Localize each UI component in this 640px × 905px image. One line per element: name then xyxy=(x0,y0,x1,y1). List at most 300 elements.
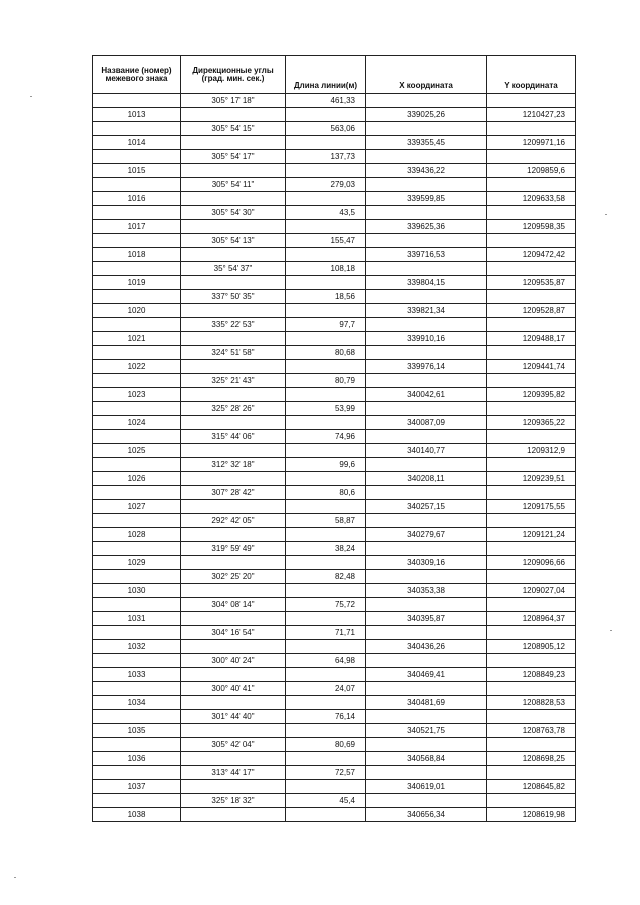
header-direction-angle: Дирекционные углы (град. мин. сек.) xyxy=(181,56,286,94)
table-row-point xyxy=(93,640,576,654)
empty-cell xyxy=(93,542,181,556)
y-coordinate-cell: 1209175,55 xyxy=(487,500,576,514)
mark-name-cell: 1022 xyxy=(93,360,181,374)
empty-cell xyxy=(487,374,576,388)
table-row-line xyxy=(93,486,576,500)
mark-name-cell: 1020 xyxy=(93,304,181,318)
direction-angle-cell: 305° 54' 30" xyxy=(181,206,286,220)
empty-cell xyxy=(93,178,181,192)
empty-cell xyxy=(286,332,366,346)
table-row-point xyxy=(93,248,576,262)
empty-cell xyxy=(366,626,487,640)
empty-cell xyxy=(366,458,487,472)
y-coordinate-cell: 1209528,87 xyxy=(487,304,576,318)
empty-cell xyxy=(286,556,366,570)
table-row-line xyxy=(93,346,576,360)
line-length-cell: 72,57 xyxy=(286,766,366,780)
empty-cell xyxy=(286,276,366,290)
y-coordinate-cell: 1210427,23 xyxy=(487,108,576,122)
empty-cell xyxy=(366,682,487,696)
empty-cell xyxy=(181,388,286,402)
y-coordinate-cell: 1208964,37 xyxy=(487,612,576,626)
y-coordinate-cell: 1208763,78 xyxy=(487,724,576,738)
x-coordinate-cell: 340087,09 xyxy=(366,416,487,430)
y-coordinate-cell: 1209365,22 xyxy=(487,416,576,430)
empty-cell xyxy=(93,402,181,416)
empty-cell xyxy=(366,318,487,332)
table-row-point xyxy=(93,444,576,458)
y-coordinate-cell: 1209971,16 xyxy=(487,136,576,150)
empty-cell xyxy=(286,444,366,458)
empty-cell xyxy=(181,220,286,234)
y-coordinate-cell: 1209488,17 xyxy=(487,332,576,346)
table-row-line xyxy=(93,430,576,444)
empty-cell xyxy=(93,150,181,164)
empty-cell xyxy=(181,248,286,262)
empty-cell xyxy=(366,178,487,192)
empty-cell xyxy=(366,542,487,556)
empty-cell xyxy=(93,654,181,668)
table-row-point xyxy=(93,304,576,318)
line-length-cell: 71,71 xyxy=(286,626,366,640)
empty-cell xyxy=(286,584,366,598)
table-row-point xyxy=(93,612,576,626)
line-length-cell: 43,5 xyxy=(286,206,366,220)
y-coordinate-cell: 1209441,74 xyxy=(487,360,576,374)
line-length-cell: 99,6 xyxy=(286,458,366,472)
empty-cell xyxy=(366,206,487,220)
x-coordinate-cell: 340436,26 xyxy=(366,640,487,654)
mark-name-cell: 1031 xyxy=(93,612,181,626)
line-length-cell: 82,48 xyxy=(286,570,366,584)
x-coordinate-cell: 339625,36 xyxy=(366,220,487,234)
empty-cell xyxy=(487,430,576,444)
empty-cell xyxy=(181,276,286,290)
empty-cell xyxy=(93,486,181,500)
x-coordinate-cell: 340656,34 xyxy=(366,808,487,822)
empty-cell xyxy=(181,640,286,654)
empty-cell xyxy=(366,514,487,528)
line-length-cell: 64,98 xyxy=(286,654,366,668)
table-row-line xyxy=(93,514,576,528)
boundary-marks-table xyxy=(92,55,576,822)
empty-cell xyxy=(181,164,286,178)
empty-cell xyxy=(93,290,181,304)
empty-cell xyxy=(286,164,366,178)
empty-cell xyxy=(487,486,576,500)
table-row-line xyxy=(93,738,576,752)
y-coordinate-cell: 1209096,66 xyxy=(487,556,576,570)
mark-name-cell: 1024 xyxy=(93,416,181,430)
header-mark-name: Название (номер) межевого знака xyxy=(93,56,181,94)
empty-cell xyxy=(366,794,487,808)
line-length-cell: 80,6 xyxy=(286,486,366,500)
table-row-point xyxy=(93,136,576,150)
line-length-cell: 76,14 xyxy=(286,710,366,724)
table-row-line xyxy=(93,178,576,192)
table-row-point xyxy=(93,500,576,514)
empty-cell xyxy=(93,262,181,276)
direction-angle-cell: 35° 54' 37" xyxy=(181,262,286,276)
empty-cell xyxy=(181,808,286,822)
empty-cell xyxy=(286,668,366,682)
direction-angle-cell: 300° 40' 24" xyxy=(181,654,286,668)
empty-cell xyxy=(181,612,286,626)
direction-angle-cell: 319° 59' 49" xyxy=(181,542,286,556)
x-coordinate-cell: 340208,11 xyxy=(366,472,487,486)
empty-cell xyxy=(93,458,181,472)
scan-speck xyxy=(14,877,16,878)
empty-cell xyxy=(181,528,286,542)
table-row-line xyxy=(93,318,576,332)
empty-cell xyxy=(366,766,487,780)
direction-angle-cell: 292° 42' 05" xyxy=(181,514,286,528)
x-coordinate-cell: 339976,14 xyxy=(366,360,487,374)
empty-cell xyxy=(286,612,366,626)
empty-cell xyxy=(487,766,576,780)
line-length-cell: 80,79 xyxy=(286,374,366,388)
empty-cell xyxy=(93,766,181,780)
x-coordinate-cell: 339821,34 xyxy=(366,304,487,318)
empty-cell xyxy=(366,598,487,612)
table-row-point xyxy=(93,668,576,682)
empty-cell xyxy=(487,570,576,584)
line-length-cell: 108,18 xyxy=(286,262,366,276)
empty-cell xyxy=(181,696,286,710)
empty-cell xyxy=(366,570,487,584)
x-coordinate-cell: 340619,01 xyxy=(366,780,487,794)
x-coordinate-cell: 340042,61 xyxy=(366,388,487,402)
empty-cell xyxy=(181,724,286,738)
empty-cell xyxy=(487,542,576,556)
table-row-line xyxy=(93,122,576,136)
table-row-point xyxy=(93,332,576,346)
scan-speck xyxy=(30,96,32,97)
scan-speck xyxy=(605,214,607,215)
direction-angle-cell: 325° 28' 26" xyxy=(181,402,286,416)
empty-cell xyxy=(487,710,576,724)
empty-cell xyxy=(93,710,181,724)
direction-angle-cell: 313° 44' 17" xyxy=(181,766,286,780)
x-coordinate-cell: 340481,69 xyxy=(366,696,487,710)
mark-name-cell: 1028 xyxy=(93,528,181,542)
empty-cell xyxy=(181,444,286,458)
empty-cell xyxy=(366,150,487,164)
table-row-point xyxy=(93,584,576,598)
empty-cell xyxy=(487,122,576,136)
y-coordinate-cell: 1209312,9 xyxy=(487,444,576,458)
table-row-point xyxy=(93,416,576,430)
table-row-line xyxy=(93,682,576,696)
table-row-line xyxy=(93,794,576,808)
table-row-point xyxy=(93,164,576,178)
x-coordinate-cell: 340140,77 xyxy=(366,444,487,458)
x-coordinate-cell: 340279,67 xyxy=(366,528,487,542)
empty-cell xyxy=(93,206,181,220)
empty-cell xyxy=(366,738,487,752)
y-coordinate-cell: 1208905,12 xyxy=(487,640,576,654)
direction-angle-cell: 305° 54' 15" xyxy=(181,122,286,136)
direction-angle-cell: 315° 44' 06" xyxy=(181,430,286,444)
empty-cell xyxy=(366,94,487,108)
y-coordinate-cell: 1209472,42 xyxy=(487,248,576,262)
direction-angle-cell: 325° 18' 32" xyxy=(181,794,286,808)
mark-name-cell: 1017 xyxy=(93,220,181,234)
empty-cell xyxy=(286,108,366,122)
table-row-line xyxy=(93,654,576,668)
table-row-point xyxy=(93,780,576,794)
table-row-line xyxy=(93,626,576,640)
x-coordinate-cell: 340353,38 xyxy=(366,584,487,598)
empty-cell xyxy=(286,500,366,514)
mark-name-cell: 1037 xyxy=(93,780,181,794)
x-coordinate-cell: 339025,26 xyxy=(366,108,487,122)
empty-cell xyxy=(487,654,576,668)
direction-angle-cell: 325° 21' 43" xyxy=(181,374,286,388)
empty-cell xyxy=(93,598,181,612)
y-coordinate-cell: 1209027,04 xyxy=(487,584,576,598)
table-row-point xyxy=(93,388,576,402)
direction-angle-cell: 307° 28' 42" xyxy=(181,486,286,500)
empty-cell xyxy=(286,780,366,794)
empty-cell xyxy=(93,318,181,332)
empty-cell xyxy=(487,234,576,248)
line-length-cell: 74,96 xyxy=(286,430,366,444)
mark-name-cell: 1029 xyxy=(93,556,181,570)
x-coordinate-cell: 339355,45 xyxy=(366,136,487,150)
x-coordinate-cell: 339804,15 xyxy=(366,276,487,290)
empty-cell xyxy=(487,598,576,612)
empty-cell xyxy=(366,262,487,276)
direction-angle-cell: 301° 44' 40" xyxy=(181,710,286,724)
x-coordinate-cell: 340395,87 xyxy=(366,612,487,626)
direction-angle-cell: 305° 17' 18" xyxy=(181,94,286,108)
empty-cell xyxy=(366,486,487,500)
y-coordinate-cell: 1209598,35 xyxy=(487,220,576,234)
y-coordinate-cell: 1209535,87 xyxy=(487,276,576,290)
mark-name-cell: 1019 xyxy=(93,276,181,290)
empty-cell xyxy=(366,346,487,360)
empty-cell xyxy=(286,472,366,486)
direction-angle-cell: 305° 42' 04" xyxy=(181,738,286,752)
line-length-cell: 155,47 xyxy=(286,234,366,248)
empty-cell xyxy=(286,248,366,262)
table-row-point xyxy=(93,192,576,206)
empty-cell xyxy=(366,234,487,248)
empty-cell xyxy=(93,122,181,136)
line-length-cell: 80,68 xyxy=(286,346,366,360)
line-length-cell: 563,06 xyxy=(286,122,366,136)
line-length-cell: 24,07 xyxy=(286,682,366,696)
empty-cell xyxy=(487,290,576,304)
table-row-point xyxy=(93,752,576,766)
direction-angle-cell: 312° 32' 18" xyxy=(181,458,286,472)
x-coordinate-cell: 339436,22 xyxy=(366,164,487,178)
mark-name-cell: 1032 xyxy=(93,640,181,654)
table-row-line xyxy=(93,402,576,416)
empty-cell xyxy=(286,808,366,822)
table-row-point xyxy=(93,696,576,710)
line-length-cell: 137,73 xyxy=(286,150,366,164)
empty-cell xyxy=(181,108,286,122)
empty-cell xyxy=(366,654,487,668)
direction-angle-cell: 302° 25' 20" xyxy=(181,570,286,584)
empty-cell xyxy=(181,136,286,150)
empty-cell xyxy=(181,416,286,430)
empty-cell xyxy=(487,262,576,276)
empty-cell xyxy=(286,528,366,542)
y-coordinate-cell: 1208619,98 xyxy=(487,808,576,822)
mark-name-cell: 1035 xyxy=(93,724,181,738)
x-coordinate-cell: 340469,41 xyxy=(366,668,487,682)
empty-cell xyxy=(487,626,576,640)
empty-cell xyxy=(93,794,181,808)
table-row-line xyxy=(93,570,576,584)
empty-cell xyxy=(487,514,576,528)
empty-cell xyxy=(181,780,286,794)
empty-cell xyxy=(487,318,576,332)
mark-name-cell: 1034 xyxy=(93,696,181,710)
empty-cell xyxy=(181,332,286,346)
mark-name-cell: 1027 xyxy=(93,500,181,514)
empty-cell xyxy=(366,122,487,136)
x-coordinate-cell: 340257,15 xyxy=(366,500,487,514)
direction-angle-cell: 335° 22' 53" xyxy=(181,318,286,332)
table-row-line xyxy=(93,262,576,276)
empty-cell xyxy=(487,738,576,752)
line-length-cell: 18,56 xyxy=(286,290,366,304)
empty-cell xyxy=(181,556,286,570)
empty-cell xyxy=(286,724,366,738)
x-coordinate-cell: 340568,84 xyxy=(366,752,487,766)
line-length-cell: 58,87 xyxy=(286,514,366,528)
mark-name-cell: 1038 xyxy=(93,808,181,822)
direction-angle-cell: 305° 54' 11" xyxy=(181,178,286,192)
x-coordinate-cell: 339716,53 xyxy=(366,248,487,262)
direction-angle-cell: 300° 40' 41" xyxy=(181,682,286,696)
empty-cell xyxy=(286,388,366,402)
y-coordinate-cell: 1208645,82 xyxy=(487,780,576,794)
table-row-line xyxy=(93,94,576,108)
empty-cell xyxy=(366,402,487,416)
empty-cell xyxy=(286,640,366,654)
mark-name-cell: 1025 xyxy=(93,444,181,458)
x-coordinate-cell: 340309,16 xyxy=(366,556,487,570)
mark-name-cell: 1016 xyxy=(93,192,181,206)
x-coordinate-cell: 339910,16 xyxy=(366,332,487,346)
empty-cell xyxy=(93,626,181,640)
y-coordinate-cell: 1209121,24 xyxy=(487,528,576,542)
empty-cell xyxy=(366,710,487,724)
table-header-row xyxy=(93,56,576,94)
empty-cell xyxy=(181,500,286,514)
x-coordinate-cell: 340521,75 xyxy=(366,724,487,738)
table-row-point xyxy=(93,724,576,738)
empty-cell xyxy=(366,374,487,388)
table-row-point xyxy=(93,360,576,374)
empty-cell xyxy=(487,402,576,416)
table-row-line xyxy=(93,374,576,388)
empty-cell xyxy=(93,94,181,108)
x-coordinate-cell: 339599,85 xyxy=(366,192,487,206)
direction-angle-cell: 337° 50' 35" xyxy=(181,290,286,304)
line-length-cell: 45,4 xyxy=(286,794,366,808)
mark-name-cell: 1026 xyxy=(93,472,181,486)
empty-cell xyxy=(181,192,286,206)
empty-cell xyxy=(286,752,366,766)
empty-cell xyxy=(286,304,366,318)
empty-cell xyxy=(181,304,286,318)
empty-cell xyxy=(487,94,576,108)
empty-cell xyxy=(286,696,366,710)
table-row-point xyxy=(93,528,576,542)
line-length-cell: 38,24 xyxy=(286,542,366,556)
mark-name-cell: 1023 xyxy=(93,388,181,402)
empty-cell xyxy=(487,178,576,192)
empty-cell xyxy=(93,374,181,388)
empty-cell xyxy=(93,430,181,444)
y-coordinate-cell: 1208828,53 xyxy=(487,696,576,710)
empty-cell xyxy=(487,206,576,220)
header-y-coordinate: Y координата xyxy=(487,56,576,94)
y-coordinate-cell: 1209859,6 xyxy=(487,164,576,178)
table-row-point xyxy=(93,472,576,486)
table-row-line xyxy=(93,290,576,304)
scan-speck xyxy=(610,630,612,631)
table-row-point xyxy=(93,276,576,290)
empty-cell xyxy=(181,360,286,374)
empty-cell xyxy=(286,416,366,430)
empty-cell xyxy=(366,430,487,444)
empty-cell xyxy=(286,220,366,234)
mark-name-cell: 1036 xyxy=(93,752,181,766)
empty-cell xyxy=(487,150,576,164)
y-coordinate-cell: 1208849,23 xyxy=(487,668,576,682)
line-length-cell: 53,99 xyxy=(286,402,366,416)
direction-angle-cell: 305° 54' 17" xyxy=(181,150,286,164)
empty-cell xyxy=(181,668,286,682)
mark-name-cell: 1014 xyxy=(93,136,181,150)
table-row-line xyxy=(93,206,576,220)
empty-cell xyxy=(181,752,286,766)
mark-name-cell: 1033 xyxy=(93,668,181,682)
table-row-line xyxy=(93,234,576,248)
direction-angle-cell: 305° 54' 13" xyxy=(181,234,286,248)
line-length-cell: 75,72 xyxy=(286,598,366,612)
empty-cell xyxy=(366,290,487,304)
empty-cell xyxy=(487,346,576,360)
table-row-point xyxy=(93,556,576,570)
header-x-coordinate: X координата xyxy=(366,56,487,94)
empty-cell xyxy=(181,584,286,598)
empty-cell xyxy=(93,346,181,360)
mark-name-cell: 1021 xyxy=(93,332,181,346)
empty-cell xyxy=(93,234,181,248)
empty-cell xyxy=(93,738,181,752)
mark-name-cell: 1030 xyxy=(93,584,181,598)
table-row-line xyxy=(93,458,576,472)
line-length-cell: 279,03 xyxy=(286,178,366,192)
table-row-line xyxy=(93,598,576,612)
empty-cell xyxy=(286,360,366,374)
empty-cell xyxy=(487,682,576,696)
empty-cell xyxy=(286,192,366,206)
line-length-cell: 80,69 xyxy=(286,738,366,752)
mark-name-cell: 1018 xyxy=(93,248,181,262)
empty-cell xyxy=(93,514,181,528)
empty-cell xyxy=(93,682,181,696)
direction-angle-cell: 304° 08' 14" xyxy=(181,598,286,612)
